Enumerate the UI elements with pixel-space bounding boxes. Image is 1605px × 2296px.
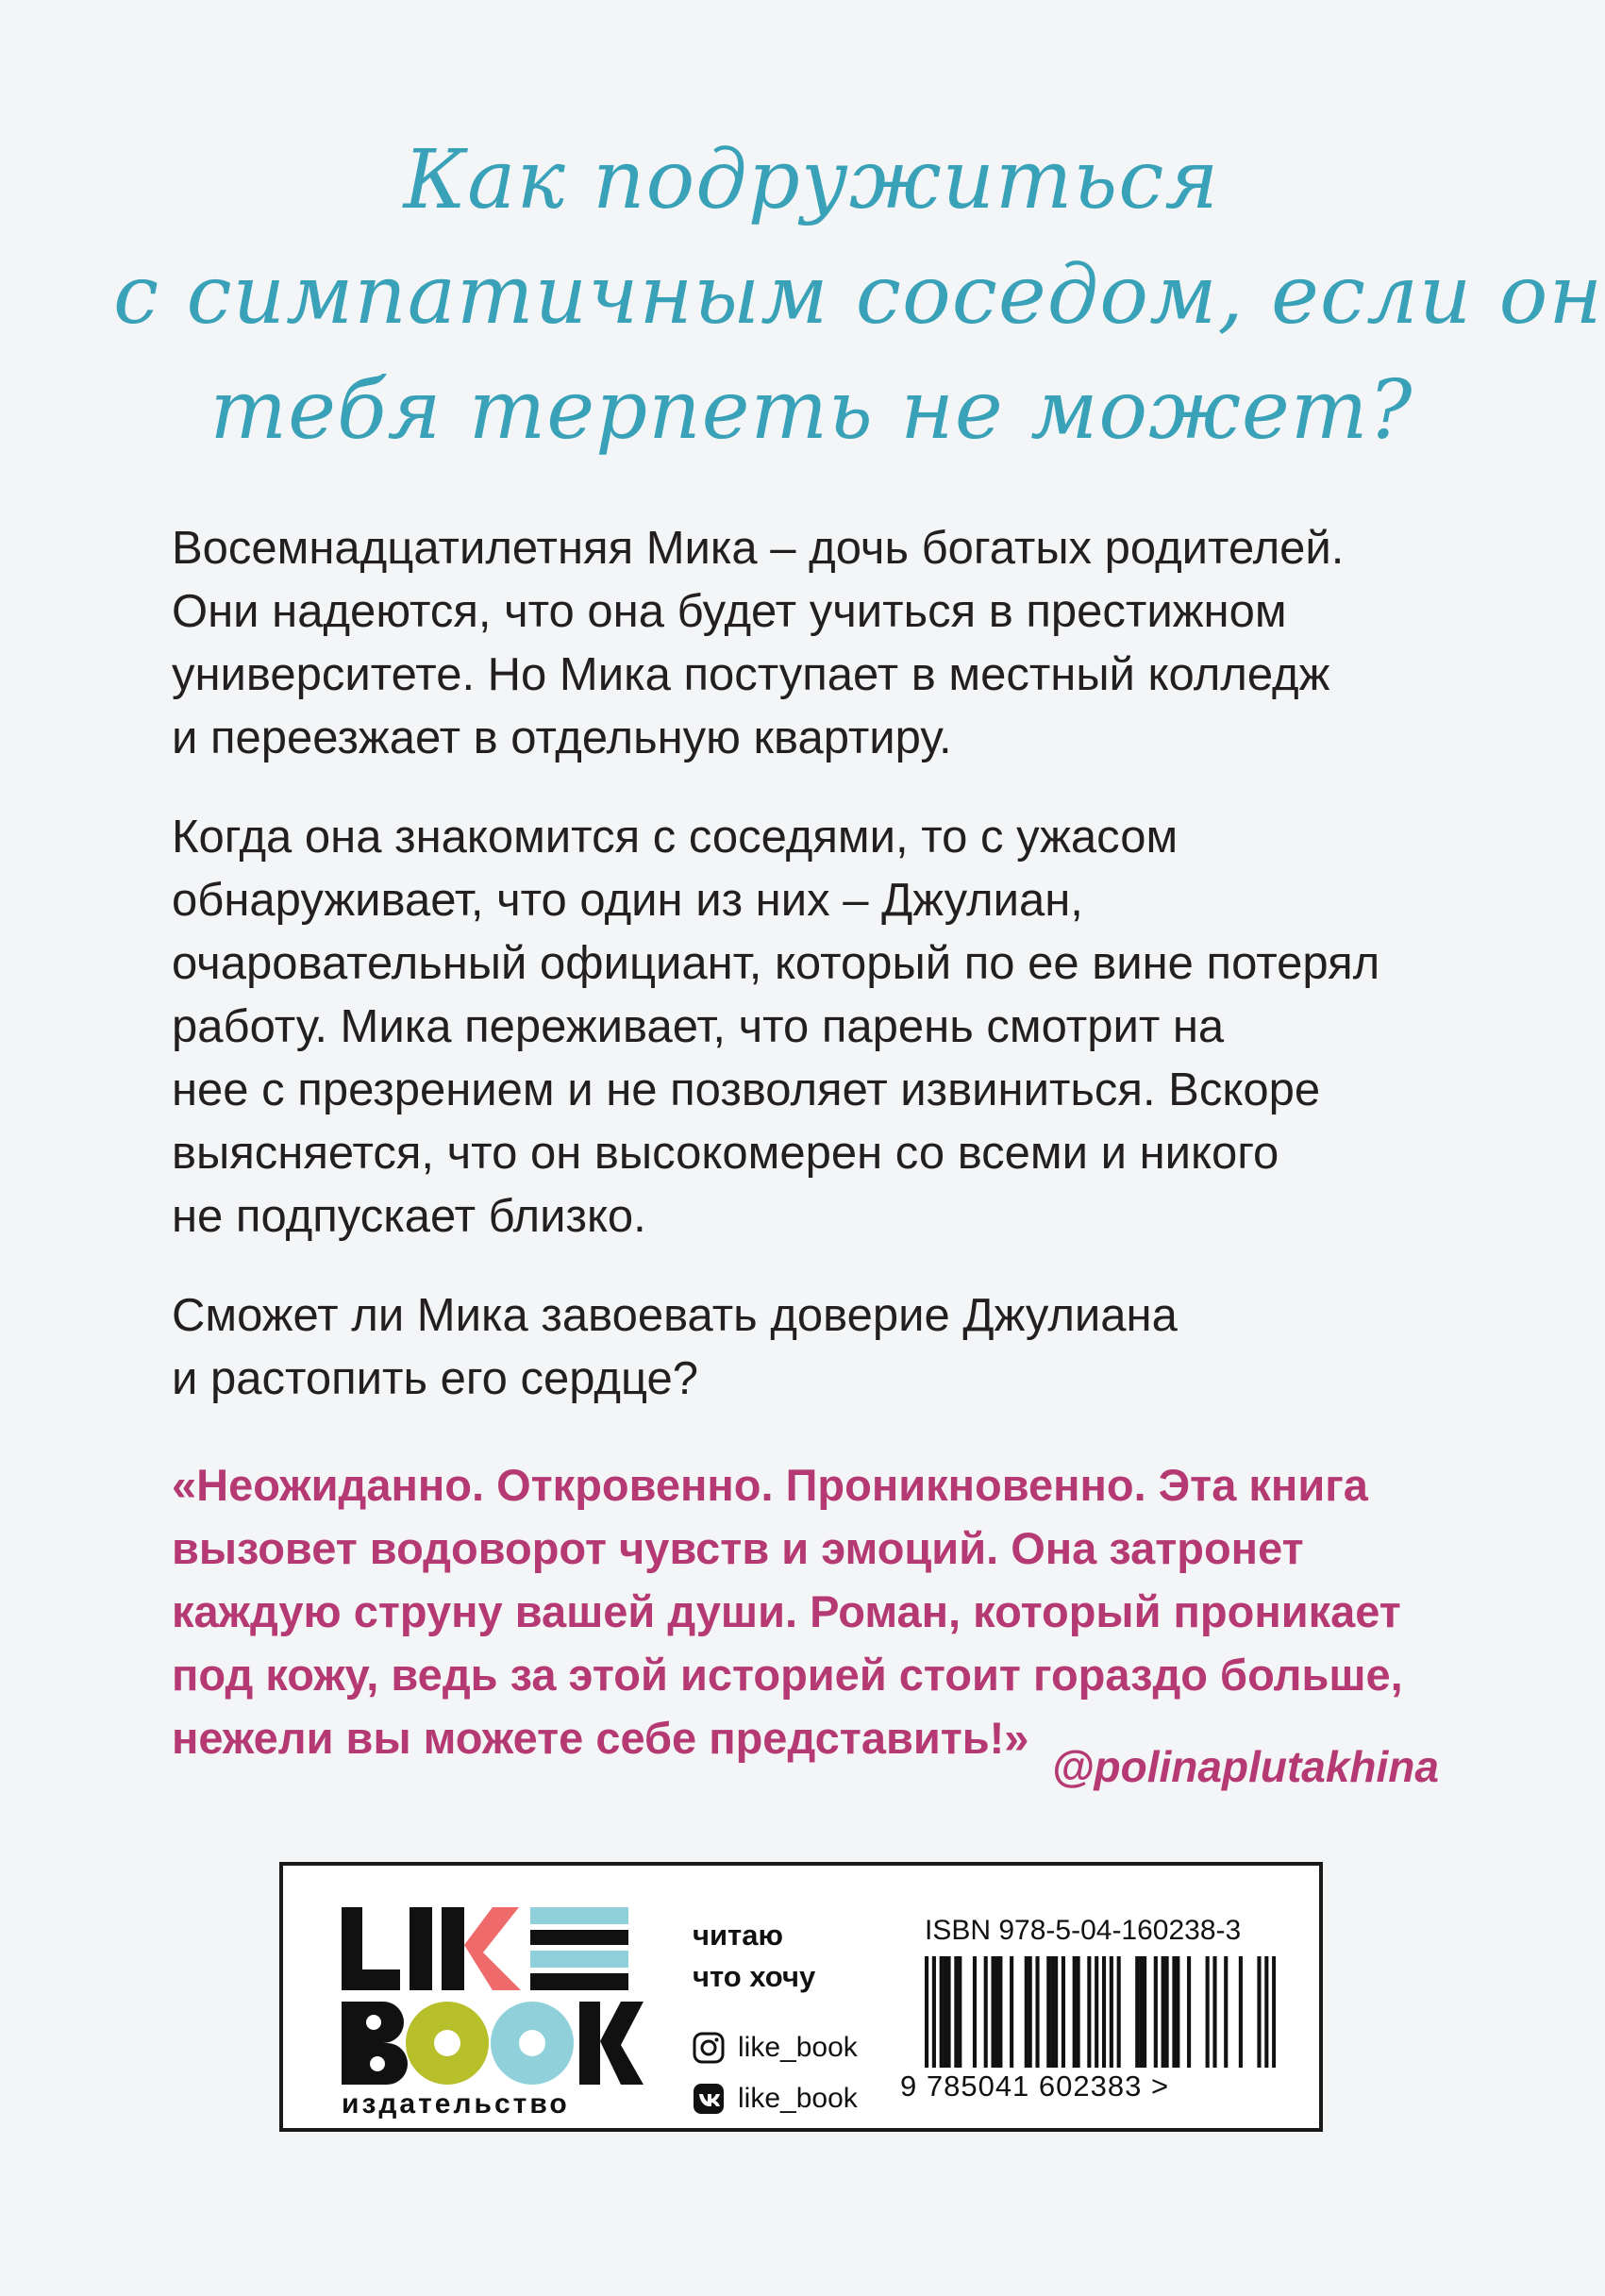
text-line: выясняется, что он высокомерен со всеми и никого	[172, 1128, 1279, 1179]
barcode-bar	[1028, 1956, 1032, 2068]
tagline-line-2: с симпатичным соседом, если он	[113, 248, 1604, 343]
barcode-bar	[1162, 1956, 1165, 2068]
barcode-bar	[995, 1956, 998, 2068]
barcode-bar	[1025, 1956, 1028, 2068]
barcode-bar	[1212, 1956, 1216, 2068]
barcode-bar	[946, 1956, 950, 2068]
publisher-panel	[279, 1862, 1323, 2132]
barcode-bar	[998, 1956, 1002, 2068]
quote-line: под кожу, ведь за этой историей стоит гораздо больше,	[172, 1650, 1403, 1700]
quote-line: вызовет водоворот чувств и эмоций. Она затронет	[172, 1523, 1304, 1573]
barcode-bar	[1010, 1956, 1013, 2068]
barcode-bar	[1272, 1956, 1276, 2068]
barcode-bar	[1176, 1956, 1179, 2068]
description	[172, 517, 1474, 1447]
instagram-icon	[693, 2032, 725, 2064]
vk-icon	[693, 2083, 725, 2115]
barcode-bar	[984, 1956, 988, 2068]
barcode-digits: 9 785041 602383 >	[900, 2070, 1170, 2103]
instagram-link[interactable]	[693, 2024, 858, 2071]
tagline-line-3: тебя терпеть не может?	[209, 363, 1413, 458]
barcode-bar	[1095, 1956, 1098, 2068]
barcode-bar	[1206, 1956, 1210, 2068]
barcode-bar	[1050, 1956, 1054, 2068]
text-line: университете. Но Мика поступает в местный колледж	[172, 649, 1330, 700]
barcode-bar	[1073, 1956, 1077, 2068]
quote-line: нежели вы можете себе представить!»	[172, 1713, 1029, 1763]
description-paragraph-2	[172, 806, 1474, 1249]
description-paragraph-3	[172, 1284, 1474, 1411]
text-line: Сможет ли Мика завоевать доверие Джулиана	[172, 1290, 1178, 1341]
publisher-slogan	[693, 1915, 815, 1998]
barcode-bar	[1054, 1956, 1058, 2068]
description-paragraph-1	[172, 517, 1474, 770]
barcode-bar	[1239, 1956, 1243, 2068]
barcode-bar	[1046, 1956, 1050, 2068]
barcode-bar	[1117, 1956, 1121, 2068]
text-line: очаровательный официант, который по ее вине потерял	[172, 938, 1380, 989]
text-line: нее с презрением и не позволяет извиниться. Вскоре	[172, 1064, 1321, 1115]
isbn-barcode	[925, 1956, 1276, 2068]
logo-caption: издательство	[342, 2088, 570, 2120]
tagline	[113, 123, 1604, 468]
text-line: и переезжает в отдельную квартиру.	[172, 712, 952, 763]
barcode-bar	[1224, 1956, 1228, 2068]
barcode-bar	[932, 1956, 936, 2068]
barcode-bar	[1187, 1956, 1191, 2068]
social-links	[693, 2024, 858, 2126]
barcode-bar	[925, 1956, 928, 2068]
text-line: Когда она знакомится с соседями, то с ужасом	[172, 812, 1179, 863]
slogan-line: что хочу	[693, 1960, 816, 1993]
isbn-label: ISBN 978-5-04-160238-3	[925, 1915, 1242, 1946]
barcode-bar	[1165, 1956, 1169, 2068]
text-line: Они надеются, что она будет учиться в престижном	[172, 586, 1287, 637]
tagline-line-1: Как подружиться	[403, 133, 1220, 227]
barcode-bar	[1077, 1956, 1080, 2068]
review-quote	[172, 1453, 1446, 1769]
barcode-bar	[1087, 1956, 1091, 2068]
quote-line: «Неожиданно. Откровенно. Проникновенно. Эта книга	[172, 1460, 1368, 1510]
slogan-line: читаю	[693, 1919, 783, 1952]
text-line: обнаруживает, что один из них – Джулиан,	[172, 875, 1083, 926]
barcode-bar	[1143, 1956, 1146, 2068]
barcode-bar	[1035, 1956, 1039, 2068]
instagram-handle: like_book	[738, 2032, 858, 2063]
text-line: и растопить его сердце?	[172, 1353, 699, 1404]
barcode-bar	[1062, 1956, 1065, 2068]
barcode-bar	[1110, 1956, 1113, 2068]
quote-author: @polinaplutakhina	[1051, 1742, 1439, 1791]
barcode-bar	[1154, 1956, 1158, 2068]
barcode-bar	[958, 1956, 961, 2068]
barcode-bar	[940, 1956, 944, 2068]
barcode-bar	[991, 1956, 995, 2068]
likebook-logo	[342, 1907, 644, 2096]
barcode-bar	[1102, 1956, 1106, 2068]
barcode-bar	[1135, 1956, 1139, 2068]
text-line: не подпускает близко.	[172, 1191, 646, 1242]
barcode-bar	[1264, 1956, 1268, 2068]
barcode-bar	[973, 1956, 977, 2068]
barcode-bar	[1139, 1956, 1143, 2068]
barcode-bar	[944, 1956, 947, 2068]
quote-line: каждую струну вашей души. Роман, который проникает	[172, 1586, 1401, 1636]
text-line: Восемнадцатилетняя Мика – дочь богатых родителей.	[172, 523, 1345, 574]
vk-handle: like_book	[738, 2083, 858, 2114]
barcode-bar	[1172, 1956, 1176, 2068]
barcode-bar	[954, 1956, 958, 2068]
text-line: работу. Мика переживает, что парень смотрит на	[172, 1001, 1225, 1052]
vk-link[interactable]	[693, 2075, 858, 2122]
barcode-bar	[1257, 1956, 1261, 2068]
